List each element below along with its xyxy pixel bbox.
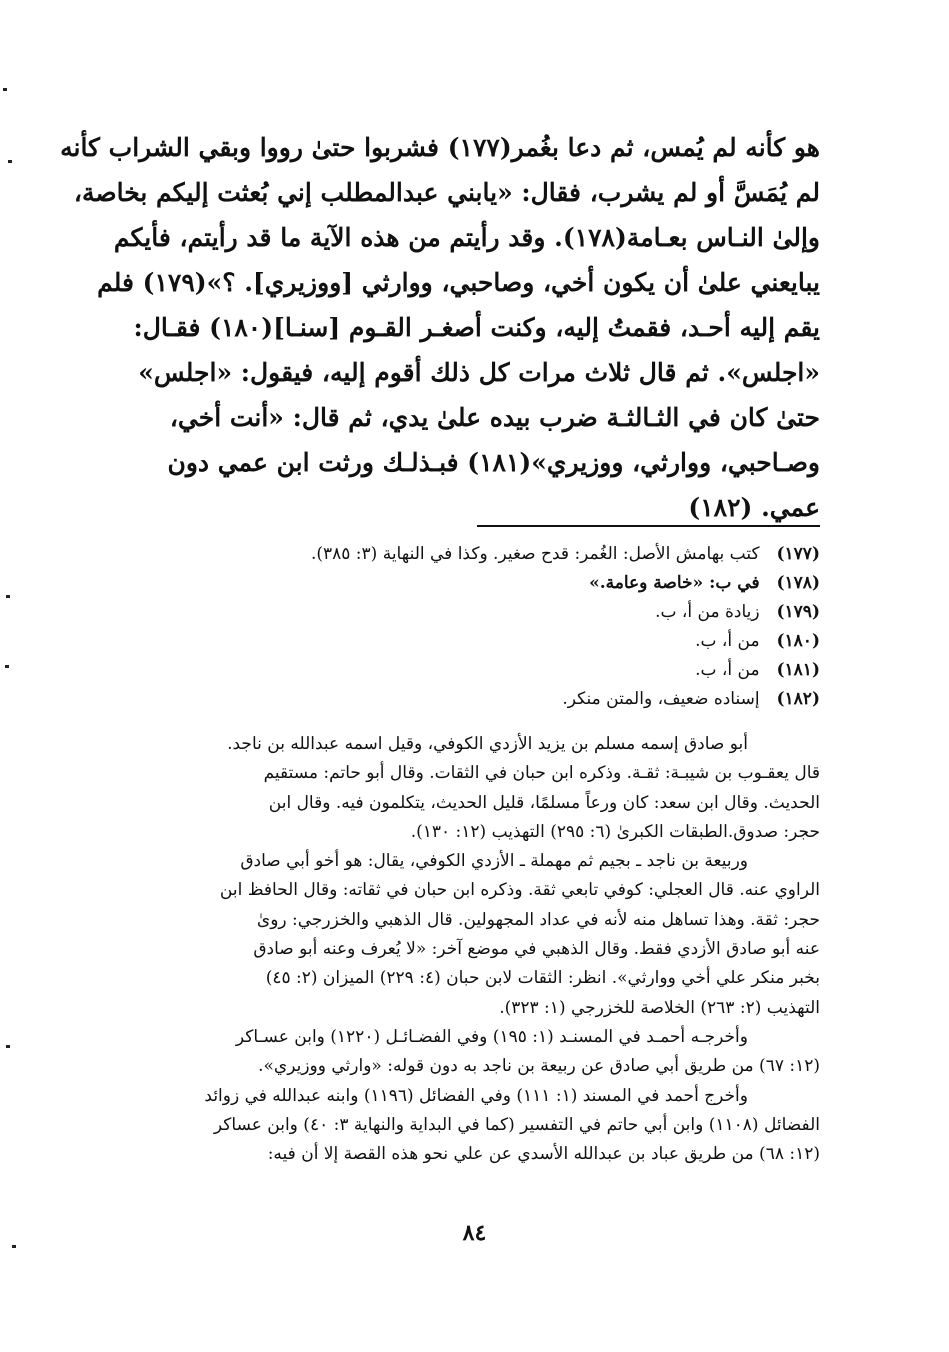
main-line: عمي. (١٨٢) [688,493,820,522]
main-line: يقم إليه أحـد، فقمتُ إليه، وكنت أصغـر القـوم [سنـا](١٨٠) فقـال: [133,313,820,342]
commentary-line: حجر: صدوق.الطبقات الكبرىٰ (٦: ٢٩٥) التهذيب (١٢: ١٣٠). [410,821,820,842]
footnote [120,540,820,569]
commentary-line: (١٢: ٦٨) من طريق عباد بن عبدالله الأسدي عن علي نحو هذه القصة إلا أن فيه: [267,1144,820,1165]
scan-speck [6,595,10,598]
commentary-line: وربيعة بن ناجد ـ بجيم ثم مهملة ـ الأزدي الكوفي، يقال: هو أخو أبي صادق [240,851,748,872]
main-line: حتىٰ كان في الثـالثـة ضرب بيده علىٰ يدي، ثم قال: «أنت أخي، [169,403,820,432]
footnote-number: (١٨٢) [776,689,820,709]
scan-speck [3,88,7,91]
commentary-line: التهذيب (٢: ٢٦٣) الخلاصة للخزرجي (١: ٣٢٣). [499,997,820,1018]
footnote-text: من أ، ب. [695,631,760,651]
main-line: وصـاحبي، ووارثي، ووزيري»(١٨١) فبـذلـك ورثت ابن عمي دون [167,448,820,477]
main-line: وإلىٰ النـاس بعـامة(١٧٨). وقد رأيتم من هذه الآية ما قد رأيتم، فأيكم [113,223,820,252]
footnote [120,598,820,627]
commentary-line: الحديث. وقال ابن سعد: كان ورعاً مسلمًا، قليل الحديث، يتكلمون فيه. وقال ابن [268,792,820,813]
commentary-line: قال يعقـوب بن شيبـة: ثقـة. وذكره ابن حبان في الثقات. وقال أبو حاتم: مستقيم [263,763,820,784]
footnote [120,656,820,685]
footnote-number: (١٨١) [776,660,820,680]
footnote-divider [477,525,820,527]
footnote-number: (١٨٠) [776,631,820,651]
commentary-line: حجر: ثقة. وهذا تساهل منه لأنه في عداد المجهولين. قال الذهبي والخزرجي: روىٰ [256,909,820,930]
scan-speck [8,160,12,163]
commentary-line: الراوي عنه. قال العجلي: كوفي تابعي ثقة. وذكره ابن حبان في ثقاته: وقال الحافظ ابن [219,880,820,901]
main-line: «اجلس». ثم قال ثلاث مرات كل ذلك أقوم إليه، فيقول: «اجلس» [138,358,820,387]
main-line: لم يُمَسَّ أو لم يشرب، فقال: «يابني عبدالمطلب إني بُعثت إليكم بخاصة، [73,178,820,207]
footnote-text: إسناده ضعيف، والمتن منكر. [562,689,760,709]
commentary-line: (١٢: ٦٧) من طريق أبي صادق عن ربيعة بن ناجد به دون قوله: «وارثي ووزيري». [258,1056,820,1077]
main-line: يبايعني علىٰ أن يكون أخي، وصاحبي، ووارثي [ووزيري]. ؟»(١٧٩) فلم [97,268,820,297]
footnotes [120,540,820,714]
footnote-number: (١٧٧) [776,544,820,564]
main-text [60,125,820,530]
footnote [120,685,820,714]
footnote-number: (١٧٩) [776,602,820,622]
footnote [120,627,820,656]
commentary-line: أبو صادق إسمه مسلم بن يزيد الأزدي الكوفي، وقيل اسمه عبدالله بن ناجد. [227,734,748,754]
footnote-commentary [120,730,820,1169]
scan-speck [12,1245,16,1248]
commentary-line: وأخرجـه أحمـد في المسنـد (١: ١٩٥) وفي الفضـائـل (١٢٢٠) وابن عسـاكر [235,1026,748,1047]
footnote-number: (١٧٨) [776,573,820,593]
main-line: هو كأنه لم يُمس، ثم دعا بغُمر(١٧٧) فشربوا حتىٰ رووا وبقي الشراب كأنه [60,133,820,162]
page-number: ٨٤ [462,1220,487,1246]
footnote-text: كتب بهامش الأصل: الغُمر: قدح صغير. وكذا في النهاية (٣: ٣٨٥). [310,544,760,564]
footnote-text: من أ، ب. [695,660,760,680]
commentary-line: بخبر منكر علي أخي ووارثي». انظر: الثقات لابن حبان (٤: ٢٢٩) الميزان (٢: ٤٥) [265,968,820,989]
commentary-line: الفضائل (١١٠٨) وابن أبي حاتم في التفسير (كما في البداية والنهاية ٣: ٤٠) وابن عساكر [213,1114,820,1135]
scan-speck [5,665,9,668]
commentary-line: وأخرج أحمد في المسند (١: ١١١) وفي الفضائل (١١٩٦) وابنه عبدالله في زوائد [204,1085,748,1106]
footnote [120,569,820,598]
commentary-line: عنه أبو صادق الأزدي فقط. وقال الذهبي في موضع آخر: «لا يُعرف وعنه أبو صادق [253,939,820,960]
footnote-text: في ب: «خاصة وعامة.» [589,573,760,593]
footnote-text: زيادة من أ، ب. [655,602,760,622]
scan-speck [6,1045,10,1048]
